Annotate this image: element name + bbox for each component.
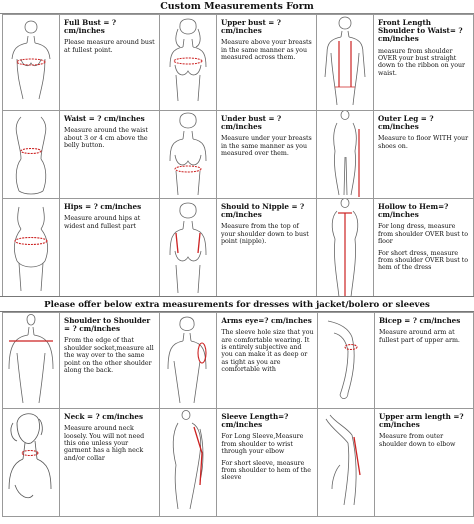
upper-arm-heading: Upper arm length =? cm/inches xyxy=(378,412,464,430)
upper-bust-cell xyxy=(216,15,316,111)
arms-eye-cell xyxy=(217,313,318,409)
upper-arm-cell xyxy=(374,409,473,517)
hollow-hem-illustration xyxy=(316,199,373,300)
hips-instructions: Measure around hips at widest and fullest part xyxy=(64,215,141,230)
outer-leg-cell xyxy=(373,111,473,199)
sleeve-length-heading: Sleeve Length=? cm/inches xyxy=(221,412,289,430)
upper-arm-illustration xyxy=(317,409,374,517)
bicep-instructions: Measure around arm at fullest part of upper arm. xyxy=(378,329,460,344)
shoulder-shoulder-cell xyxy=(60,313,160,409)
under-bust-cell xyxy=(216,111,316,199)
main-measurements-table xyxy=(2,14,474,300)
outer-leg-illustration xyxy=(316,111,373,199)
hips-heading: Hips = ? cm/inches xyxy=(64,202,142,211)
sleeve-length-short-instructions: For short sleeve, measure from shoulder to hem of the sleeve xyxy=(221,459,311,482)
full-bust-cell xyxy=(60,15,160,111)
upper-bust-illustration xyxy=(159,15,216,111)
hollow-hem-long-instructions: For long dress, measure from shoulder OVER bust to floor xyxy=(377,223,469,246)
neck-instructions: Measure around neck loosely. You will not need this one unless your garment has a high neck and/or collar xyxy=(64,425,145,462)
bicep-illustration xyxy=(317,313,374,409)
form-title: Custom Measurements Form xyxy=(0,0,474,14)
outer-leg-instructions: Measure to floor WITH your shoes on. xyxy=(377,135,469,150)
bicep-cell xyxy=(374,313,473,409)
shoulder-nipple-illustration xyxy=(159,199,216,300)
hollow-hem-short-instructions: For short dress, measure from shoulder OVER bust to hem of the dress xyxy=(377,249,469,272)
arms-eye-illustration xyxy=(160,313,217,409)
full-bust-illustration xyxy=(3,15,60,111)
hollow-hem-heading: Hollow to Hem=?cm/inches xyxy=(377,202,449,220)
full-bust-instructions: Please measure around bust at fullest point. xyxy=(64,39,155,54)
sleeve-length-cell xyxy=(217,409,318,517)
waist-heading: Waist = ? cm/inches xyxy=(64,114,145,123)
front-length-illustration xyxy=(316,15,373,111)
shoulder-shoulder-heading: Shoulder to Shoulder = ? cm/inches xyxy=(64,316,151,334)
waist-cell xyxy=(60,111,160,199)
shoulder-shoulder-illustration xyxy=(3,313,60,409)
upper-arm-instructions: Measure from outer shoulder down to elbow xyxy=(378,433,456,448)
bicep-heading: Bicep = ? cm/inches xyxy=(378,316,461,325)
extra-measurements-table xyxy=(2,312,474,517)
under-bust-illustration xyxy=(159,111,216,199)
full-bust-heading: Full Bust = ? cm/inches xyxy=(64,18,117,36)
neck-illustration xyxy=(3,409,60,517)
front-length-cell xyxy=(373,15,473,111)
sleeve-length-long-instructions: For Long Sleeve,Measure from shoulder to wrist through your elbow xyxy=(221,433,304,456)
front-length-heading: Front Length Shoulder to Waist= ? cm/inches xyxy=(377,18,463,44)
upper-bust-instructions: Measure above your breasts in the same manner as you measured across them. xyxy=(220,39,312,62)
shoulder-shoulder-instructions: From the edge of that shoulder socket,measure all the way over to the same point on the other shoulder along the back. xyxy=(64,337,154,375)
sleeve-length-illustration xyxy=(160,409,217,517)
arms-eye-heading: Arms eye=? cm/inches xyxy=(221,316,312,325)
hollow-hem-cell xyxy=(373,199,473,300)
neck-heading: Neck = ? cm/inches xyxy=(64,412,144,421)
arms-eye-instructions: The sleeve hole size that you are comfortable wearing. It is entirely subjective and you can make it as deep or as tight as you are comfortable with xyxy=(221,329,314,374)
shoulder-nipple-instructions: Measure from the top of your shoulder down to bust point (nipple). xyxy=(220,223,309,246)
hips-cell xyxy=(60,199,160,300)
upper-bust-heading: Upper bust = ? cm/inches xyxy=(220,18,282,36)
front-length-instructions: measure from shoulder OVER your bust straight down to the ribbon on your waist. xyxy=(377,47,466,77)
shoulder-nipple-cell xyxy=(216,199,316,300)
outer-leg-heading: Outer Leg = ? cm/inches xyxy=(377,114,434,132)
under-bust-heading: Under bust = ? cm/inches xyxy=(220,114,282,132)
extra-measurements-heading: Please offer below extra measurements for dresses with jacket/bolero or sleeves xyxy=(0,296,474,312)
hips-illustration xyxy=(3,199,60,300)
waist-instructions: Measure around the waist about 3 or 4 cm above the belly button. xyxy=(64,127,148,150)
under-bust-instructions: Measure under your breasts in the same manner as you measured over them. xyxy=(220,135,312,158)
waist-illustration xyxy=(3,111,60,199)
shoulder-nipple-heading: Should to Nipple = ? cm/inches xyxy=(220,202,305,220)
neck-cell xyxy=(60,409,160,517)
